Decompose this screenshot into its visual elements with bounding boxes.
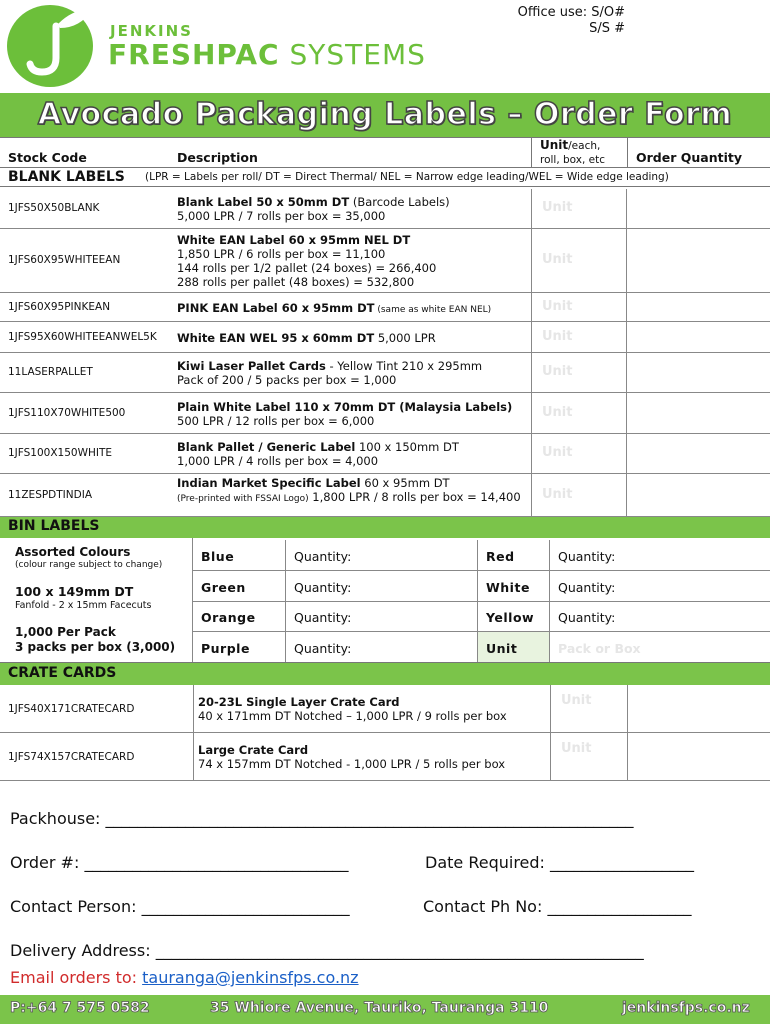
order-quantity-input[interactable] bbox=[627, 434, 770, 474]
unit-cell[interactable]: Unit bbox=[531, 393, 627, 434]
stock-code: 1JFS50X50BLANK bbox=[8, 202, 100, 214]
col-stock-code: Stock Code bbox=[8, 150, 87, 165]
bin-quantity-input[interactable]: Quantity: bbox=[286, 540, 478, 571]
table-row bbox=[0, 322, 770, 353]
table-row bbox=[0, 685, 770, 733]
bin-quantity-input[interactable]: Quantity: bbox=[550, 601, 770, 632]
bin-quantity-input[interactable]: Quantity: bbox=[550, 571, 770, 602]
footer bbox=[0, 995, 770, 1024]
brand-freshpac: FRESHPAC SYSTEMS bbox=[108, 38, 426, 71]
packhouse-field[interactable]: Packhouse: __________________________________________________________________ bbox=[10, 809, 634, 828]
description: White EAN Label 60 x 95mm NEL DT 1,850 LPR / 6 rolls per box = 11,100 144 rolls per 1/2 pallet (24 boxes) = 266,400 288 rolls per pallet (48 boxes) = 532,800 bbox=[177, 233, 437, 289]
order-quantity-input[interactable] bbox=[627, 353, 770, 393]
email-link[interactable]: tauranga@jenkinsfps.co.nz bbox=[142, 968, 359, 987]
description: 20-23L Single Layer Crate Card 40 x 171mm DT Notched – 1,000 LPR / 9 rolls per box bbox=[198, 695, 507, 723]
table-row bbox=[0, 189, 770, 229]
description: Plain White Label 110 x 70mm DT (Malaysia Labels) 500 LPR / 12 rolls per box = 6,000 bbox=[177, 399, 513, 428]
footer-site: jenkinsfps.co.nz bbox=[622, 1000, 750, 1016]
bin-color-label: Red bbox=[478, 540, 550, 571]
bin-labels-info bbox=[0, 538, 193, 662]
bin-fanfold: Fanfold - 2 x 15mm Facecuts bbox=[15, 600, 152, 611]
description: White EAN WEL 95 x 60mm DT 5,000 LPR bbox=[177, 330, 436, 345]
table-row bbox=[0, 293, 770, 322]
unit-cell[interactable]: Unit bbox=[531, 322, 627, 353]
bin-color-label: Green bbox=[193, 571, 286, 602]
description: PINK EAN Label 60 x 95mm DT (same as white EAN NEL) bbox=[177, 300, 492, 315]
order-number-field[interactable]: Order #: _________________________________ bbox=[10, 853, 349, 872]
bin-quantity-input[interactable]: Quantity: bbox=[550, 540, 770, 571]
blank-labels-heading: BLANK LABELS bbox=[8, 169, 125, 185]
bin-labels-band bbox=[0, 517, 770, 538]
date-required-field[interactable]: Date Required: __________________ bbox=[425, 853, 695, 872]
col-unit: Unit/each, roll, box, etc bbox=[540, 138, 606, 166]
blank-labels-band bbox=[0, 167, 770, 187]
unit-cell[interactable]: Unit bbox=[550, 685, 628, 733]
col-order-quantity: Order Quantity bbox=[636, 150, 742, 165]
brand-jenkins: JENKINS bbox=[110, 22, 193, 40]
description: Kiwi Laser Pallet Cards - Yellow Tint 210 x 295mm Pack of 200 / 5 packs per box = 1,000 bbox=[177, 359, 483, 387]
order-quantity-input[interactable] bbox=[627, 229, 770, 293]
bin-color-label: White bbox=[478, 571, 550, 602]
unit-cell[interactable]: Unit bbox=[531, 189, 627, 229]
unit-cell[interactable]: Unit bbox=[531, 353, 627, 393]
bin-labels-heading: BIN LABELS bbox=[8, 518, 100, 534]
stock-code: 11ZESPDTINDIA bbox=[8, 488, 92, 501]
description: Large Crate Card 74 x 157mm DT Notched - 1,000 LPR / 5 rolls per box bbox=[198, 743, 506, 771]
unit-cell[interactable]: Unit bbox=[550, 733, 628, 781]
bin-unit-label: Unit bbox=[478, 632, 550, 663]
title-bar bbox=[0, 93, 770, 137]
stock-code: 1JFS100X150WHITE bbox=[8, 447, 112, 459]
table-row bbox=[0, 474, 770, 517]
description: Blank Pallet / Generic Label 100 x 150mm DT 1,000 LPR / 4 rolls per box = 4,000 bbox=[177, 440, 459, 468]
table-row bbox=[0, 393, 770, 434]
header bbox=[0, 0, 770, 90]
bin-packs-per-box: 3 packs per box (3,000) bbox=[15, 640, 176, 654]
order-quantity-input[interactable] bbox=[627, 322, 770, 353]
description: Indian Market Specific Label 60 x 95mm DT (Pre-printed with FSSAI Logo) 1,800 LPR / 8 rolls per box = 14,400 bbox=[177, 476, 521, 504]
stock-code: 1JFS110X70WHITE500 bbox=[8, 406, 126, 419]
order-quantity-input[interactable] bbox=[627, 474, 770, 517]
stock-code: 11LASERPALLET bbox=[8, 366, 93, 378]
bin-per-pack: 1,000 Per Pack bbox=[15, 625, 116, 639]
bin-color-label: Orange bbox=[193, 601, 286, 632]
stock-code: 1JFS60X95WHITEEAN bbox=[8, 254, 121, 266]
bin-color-label: Yellow bbox=[478, 601, 550, 632]
col-description: Description bbox=[177, 150, 258, 165]
table-row bbox=[0, 353, 770, 393]
email-line: Email orders to: tauranga@jenkinsfps.co.nz bbox=[10, 968, 359, 987]
bin-quantity-input[interactable]: Quantity: bbox=[286, 571, 478, 602]
unit-cell[interactable]: Unit bbox=[531, 293, 627, 322]
crate-cards-heading: CRATE CARDS bbox=[8, 665, 117, 681]
footer-phone: P:+64 7 575 0582 bbox=[10, 1000, 150, 1016]
stock-code: 1JFS74X157CRATECARD bbox=[8, 751, 135, 763]
legend: (LPR = Labels per roll/ DT = Direct Thermal/ NEL = Narrow edge leading/WEL = Wide edge leading) bbox=[145, 171, 669, 183]
order-quantity-input[interactable] bbox=[627, 685, 770, 733]
stock-code: 1JFS40X171CRATECARD bbox=[8, 703, 135, 715]
table-row bbox=[0, 229, 770, 293]
order-quantity-input[interactable] bbox=[627, 393, 770, 434]
description: Blank Label 50 x 50mm DT (Barcode Labels) 5,000 LPR / 7 rolls per box = 35,000 bbox=[177, 195, 450, 223]
table-row bbox=[0, 733, 770, 781]
bin-size: 100 x 149mm DT bbox=[15, 584, 134, 599]
unit-cell[interactable]: Unit bbox=[531, 474, 627, 517]
jenkins-logo-icon bbox=[4, 2, 100, 88]
footer-address: 35 Whiore Avenue, Tauriko, Tauranga 3110 bbox=[210, 1000, 549, 1016]
bin-quantity-input[interactable]: Quantity: bbox=[286, 601, 478, 632]
table-row bbox=[0, 434, 770, 474]
contact-person-field[interactable]: Contact Person: __________________________ bbox=[10, 897, 350, 916]
bin-color-label: Blue bbox=[193, 540, 286, 571]
bin-assorted: Assorted Colours bbox=[15, 545, 131, 559]
delivery-address-field[interactable]: Delivery Address: _____________________________________________________________ bbox=[10, 941, 644, 960]
order-quantity-input[interactable] bbox=[627, 293, 770, 322]
contact-phone-field[interactable]: Contact Ph No: __________________ bbox=[423, 897, 692, 916]
order-quantity-input[interactable] bbox=[627, 189, 770, 229]
unit-cell[interactable]: Unit bbox=[531, 434, 627, 474]
page-title: Avocado Packaging Labels – Order Form bbox=[37, 97, 733, 132]
bin-color-label: Purple bbox=[193, 632, 286, 663]
crate-cards-band bbox=[0, 663, 770, 685]
unit-cell[interactable]: Unit bbox=[531, 229, 627, 293]
stock-code: 1JFS95X60WHITEEANWEL5K bbox=[8, 330, 157, 343]
stock-code: 1JFS60X95PINKEAN bbox=[8, 300, 111, 313]
bin-pack-or-box[interactable]: Pack or Box bbox=[558, 641, 641, 656]
order-quantity-input[interactable] bbox=[627, 733, 770, 781]
bin-quantity-input[interactable]: Quantity: bbox=[286, 632, 478, 663]
bin-assorted-note: (colour range subject to change) bbox=[15, 560, 163, 570]
office-use: Office use: S/O# S/S # bbox=[517, 5, 625, 36]
